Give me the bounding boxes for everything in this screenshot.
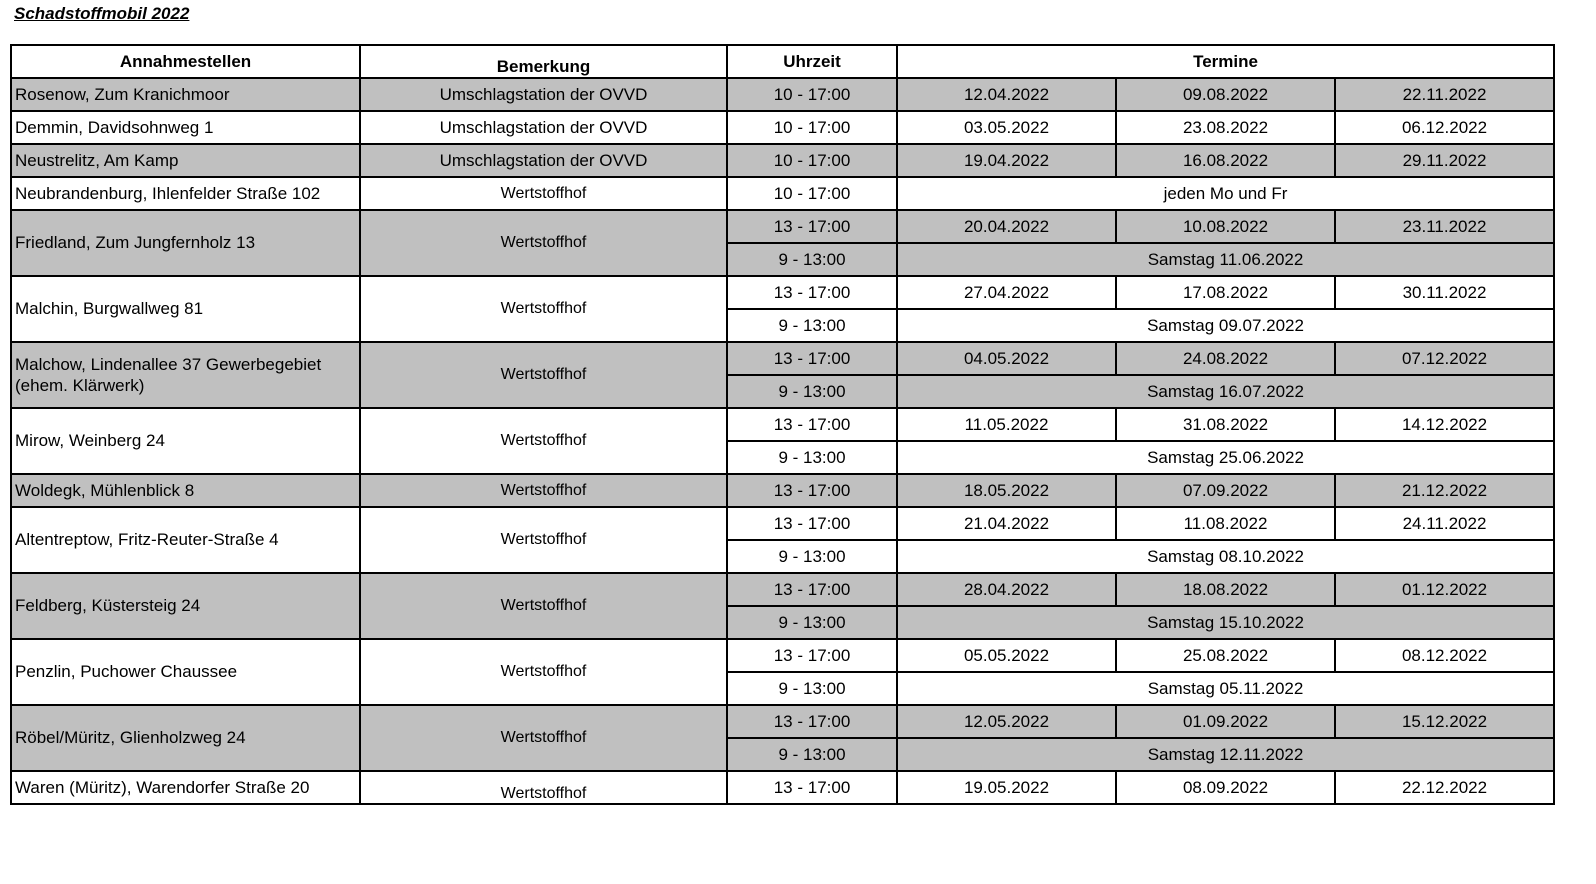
location-cell: Feldberg, Küstersteig 24 <box>11 573 360 639</box>
time-cell: 10 - 17:00 <box>727 144 897 177</box>
time-cell: 13 - 17:00 <box>727 639 897 672</box>
date-cell: 22.12.2022 <box>1335 771 1554 804</box>
time-cell: 10 - 17:00 <box>727 111 897 144</box>
time-cell: 13 - 17:00 <box>727 771 897 804</box>
date-cell: 15.12.2022 <box>1335 705 1554 738</box>
time-cell: 13 - 17:00 <box>727 276 897 309</box>
remark-cell: Wertstoffhof <box>360 276 727 342</box>
remark-cell: Wertstoffhof <box>360 342 727 408</box>
date-cell: 18.05.2022 <box>897 474 1116 507</box>
date-cell: 31.08.2022 <box>1116 408 1335 441</box>
date-cell: 07.12.2022 <box>1335 342 1554 375</box>
time-cell: 13 - 17:00 <box>727 474 897 507</box>
location-cell: Demmin, Davidsohnweg 1 <box>11 111 360 144</box>
saturday-date-cell: Samstag 25.06.2022 <box>897 441 1554 474</box>
location-cell: Neubrandenburg, Ihlenfelder Straße 102 <box>11 177 360 210</box>
table-row <box>11 771 1554 804</box>
saturday-date-cell: Samstag 08.10.2022 <box>897 540 1554 573</box>
date-cell: 05.05.2022 <box>897 639 1116 672</box>
location-cell: Malchin, Burgwallweg 81 <box>11 276 360 342</box>
date-cell: 27.04.2022 <box>897 276 1116 309</box>
saturday-time-cell: 9 - 13:00 <box>727 540 897 573</box>
date-cell: 11.08.2022 <box>1116 507 1335 540</box>
saturday-date-cell: Samstag 15.10.2022 <box>897 606 1554 639</box>
remark-cell: Umschlagstation der OVVD <box>360 111 727 144</box>
header-remark: Bemerkung <box>360 45 727 78</box>
location-cell: Friedland, Zum Jungfernholz 13 <box>11 210 360 276</box>
date-cell: 10.08.2022 <box>1116 210 1335 243</box>
time-cell: 13 - 17:00 <box>727 507 897 540</box>
table-row <box>11 276 1554 309</box>
remark-cell: Umschlagstation der OVVD <box>360 78 727 111</box>
remark-cell: Wertstoffhof <box>360 177 727 210</box>
time-cell: 13 - 17:00 <box>727 573 897 606</box>
date-cell: 21.12.2022 <box>1335 474 1554 507</box>
saturday-date-cell: Samstag 12.11.2022 <box>897 738 1554 771</box>
date-cell: 24.11.2022 <box>1335 507 1554 540</box>
table-row <box>11 474 1554 507</box>
date-cell: 30.11.2022 <box>1335 276 1554 309</box>
date-cell: 12.05.2022 <box>897 705 1116 738</box>
note-cell: jeden Mo und Fr <box>897 177 1554 210</box>
location-cell: Waren (Müritz), Warendorfer Straße 20 <box>11 771 360 804</box>
saturday-time-cell: 9 - 13:00 <box>727 243 897 276</box>
saturday-date-cell: Samstag 09.07.2022 <box>897 309 1554 342</box>
document-title: Schadstoffmobil 2022 <box>14 4 190 23</box>
remark-cell: Wertstoffhof <box>360 210 727 276</box>
location-cell: Röbel/Müritz, Glienholzweg 24 <box>11 705 360 771</box>
remark-cell: Wertstoffhof <box>360 408 727 474</box>
date-cell: 09.08.2022 <box>1116 78 1335 111</box>
table-row <box>11 342 1554 375</box>
date-cell: 21.04.2022 <box>897 507 1116 540</box>
saturday-date-cell: Samstag 05.11.2022 <box>897 672 1554 705</box>
table-row <box>11 573 1554 606</box>
table-row <box>11 144 1554 177</box>
date-cell: 20.04.2022 <box>897 210 1116 243</box>
date-cell: 01.12.2022 <box>1335 573 1554 606</box>
header-time: Uhrzeit <box>727 45 897 78</box>
location-cell: Mirow, Weinberg 24 <box>11 408 360 474</box>
time-cell: 13 - 17:00 <box>727 342 897 375</box>
saturday-date-cell: Samstag 16.07.2022 <box>897 375 1554 408</box>
table-row <box>11 111 1554 144</box>
location-cell: Neustrelitz, Am Kamp <box>11 144 360 177</box>
location-cell: Altentreptow, Fritz-Reuter-Straße 4 <box>11 507 360 573</box>
date-cell: 28.04.2022 <box>897 573 1116 606</box>
saturday-time-cell: 9 - 13:00 <box>727 441 897 474</box>
date-cell: 03.05.2022 <box>897 111 1116 144</box>
date-cell: 24.08.2022 <box>1116 342 1335 375</box>
table-header-row <box>11 45 1554 78</box>
saturday-time-cell: 9 - 13:00 <box>727 738 897 771</box>
date-cell: 29.11.2022 <box>1335 144 1554 177</box>
remark-cell: Wertstoffhof <box>360 573 727 639</box>
date-cell: 16.08.2022 <box>1116 144 1335 177</box>
saturday-time-cell: 9 - 13:00 <box>727 606 897 639</box>
header-dates: Termine <box>897 45 1554 78</box>
saturday-time-cell: 9 - 13:00 <box>727 309 897 342</box>
date-cell: 23.08.2022 <box>1116 111 1335 144</box>
table-row <box>11 177 1554 210</box>
remark-cell: Wertstoffhof <box>360 705 727 771</box>
date-cell: 07.09.2022 <box>1116 474 1335 507</box>
time-cell: 10 - 17:00 <box>727 78 897 111</box>
location-cell: Woldegk, Mühlenblick 8 <box>11 474 360 507</box>
remark-cell: Wertstoffhof <box>360 771 727 804</box>
table-row <box>11 78 1554 111</box>
remark-cell: Wertstoffhof <box>360 507 727 573</box>
location-cell: Rosenow, Zum Kranichmoor <box>11 78 360 111</box>
location-cell: Malchow, Lindenallee 37 Gewerbegebiet (ehem. Klärwerk) <box>11 342 360 408</box>
date-cell: 08.12.2022 <box>1335 639 1554 672</box>
table-row <box>11 639 1554 672</box>
remark-cell: Umschlagstation der OVVD <box>360 144 727 177</box>
date-cell: 01.09.2022 <box>1116 705 1335 738</box>
date-cell: 22.11.2022 <box>1335 78 1554 111</box>
table-row <box>11 507 1554 540</box>
saturday-date-cell: Samstag 11.06.2022 <box>897 243 1554 276</box>
remark-cell: Wertstoffhof <box>360 639 727 705</box>
time-cell: 13 - 17:00 <box>727 408 897 441</box>
remark-cell: Wertstoffhof <box>360 474 727 507</box>
date-cell: 19.05.2022 <box>897 771 1116 804</box>
table-row <box>11 408 1554 441</box>
date-cell: 23.11.2022 <box>1335 210 1554 243</box>
schedule-table <box>10 44 1555 805</box>
table-row <box>11 705 1554 738</box>
date-cell: 14.12.2022 <box>1335 408 1554 441</box>
time-cell: 13 - 17:00 <box>727 210 897 243</box>
header-location: Annahmestellen <box>11 45 360 78</box>
date-cell: 25.08.2022 <box>1116 639 1335 672</box>
saturday-time-cell: 9 - 13:00 <box>727 672 897 705</box>
saturday-time-cell: 9 - 13:00 <box>727 375 897 408</box>
date-cell: 19.04.2022 <box>897 144 1116 177</box>
date-cell: 04.05.2022 <box>897 342 1116 375</box>
time-cell: 10 - 17:00 <box>727 177 897 210</box>
time-cell: 13 - 17:00 <box>727 705 897 738</box>
table-row <box>11 210 1554 243</box>
date-cell: 12.04.2022 <box>897 78 1116 111</box>
date-cell: 11.05.2022 <box>897 408 1116 441</box>
date-cell: 17.08.2022 <box>1116 276 1335 309</box>
date-cell: 06.12.2022 <box>1335 111 1554 144</box>
date-cell: 18.08.2022 <box>1116 573 1335 606</box>
date-cell: 08.09.2022 <box>1116 771 1335 804</box>
location-cell: Penzlin, Puchower Chaussee <box>11 639 360 705</box>
